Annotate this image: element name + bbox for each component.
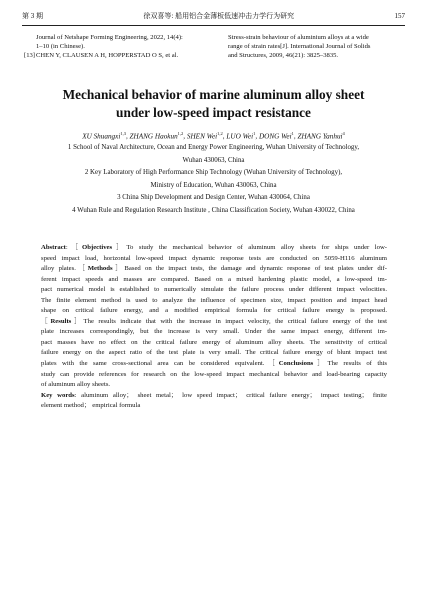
author-affiliation-mark: 1,2 bbox=[217, 131, 223, 136]
results-label: Results bbox=[50, 317, 72, 325]
author-affiliation-mark: 1,3 bbox=[120, 131, 126, 136]
affiliation-line: 3 China Ship Development and Design Center, Wuhan 430064, China bbox=[117, 194, 310, 202]
abstract-line: plates with the same cross-sectional area can be considered equivalent.［Conclusions］The results of this bbox=[41, 360, 388, 368]
abstract-line: shape on critical failure energy, and a modified empirical formula for critical failure energy is proposed. bbox=[41, 307, 387, 315]
abstract-text: alloy plates. bbox=[41, 265, 76, 273]
reference-number: [13] bbox=[24, 52, 35, 60]
author-name: ZHANG Yanhui bbox=[297, 132, 343, 141]
running-title: 徐双喜等: 船用铝合金薄板低速冲击力学行为研究 bbox=[143, 12, 295, 20]
abstract-line: pact numerical model is established to numerically simulate the failure process under different impact velocities. bbox=[41, 286, 387, 294]
page-number: 157 bbox=[394, 12, 405, 20]
reference-line: Journal of Netshape Forming Engineering, 2022, 14(4): bbox=[36, 34, 183, 41]
abstract-line: Abstract:［Objectives］To study the mechanical behavior of aluminum alloy sheets for ships under low- bbox=[41, 244, 388, 251]
author-name: SHEN Wei bbox=[186, 132, 218, 141]
paper-title bbox=[30, 86, 397, 122]
references-right-column bbox=[228, 33, 408, 61]
abstract-line: pact masses have no effect on the critical failure energy of aluminum alloy sheets. The sensitivity of critical bbox=[41, 338, 387, 346]
reference-line: CHEN Y, CLAUSEN A H, HOPPERSTAD O S, et al. bbox=[36, 52, 179, 60]
keywords-text: : aluminum alloy； sheet metal； low speed impact； critical failure energy； impact testing； finite bbox=[74, 391, 387, 399]
abstract-line: ferent impact speeds and masses are compared. Based on a mixed hardening plastic model, a low-speed im- bbox=[41, 275, 387, 283]
author-affiliation-mark: 4 bbox=[342, 131, 345, 136]
title-line: under low-speed impact resistance bbox=[116, 105, 311, 120]
abstract-text: plates with the same cross-sectional area can be considered equivalent. bbox=[41, 360, 265, 368]
affiliation-line: 1 School of Naval Architecture, Ocean and Energy Power Engineering, Wuhan University of Technology, bbox=[67, 144, 360, 151]
affiliation-list bbox=[24, 142, 403, 218]
abstract-line: alloy plates.［Methods］Based on the impact tests, the damage and dynamic response of test plates under dif- bbox=[41, 265, 387, 273]
author-name: DONG Wei bbox=[258, 132, 292, 141]
header-rule bbox=[22, 25, 405, 26]
author-list: XU Shuangxi$^{1,3}$, ZHANG Haokun$^{1,2}$, SHEN Wei$^{1,2}$, LUO Wei$^1$, DONG Wei$^1$, ZHANG Yanhui$^4$ bbox=[82, 131, 345, 141]
running-header bbox=[22, 10, 405, 22]
affiliation-line: Ministry of Education, Wuhan 430063, China bbox=[150, 181, 277, 189]
abstract-label: Abstract bbox=[41, 244, 66, 251]
abstract-line: ［Results］The results indicate that with the increase in impact velocity, the critical failure energy of the test bbox=[41, 317, 388, 325]
conclusions-label: Conclusions bbox=[278, 360, 314, 368]
reference-line: range of strain rates[J]. International Journal of Solids bbox=[228, 43, 371, 51]
abstract-line: study can provide references for research on the low-speed impact mechanical behavior and load-bearing capacity bbox=[41, 370, 387, 378]
abstract-block bbox=[41, 243, 387, 412]
author-name: LUO Wei bbox=[226, 132, 254, 141]
reference-line: Stress-strain behaviour of aluminium alloys at a wide bbox=[228, 34, 369, 41]
title-line: Mechanical behavior of marine aluminum alloy sheet bbox=[62, 87, 365, 102]
objectives-label: Objectives bbox=[82, 244, 113, 251]
reference-line: and Structures, 2009, 46(21): 3825–3835. bbox=[228, 52, 339, 60]
reference-line: 1–10 (in Chinese). bbox=[36, 43, 85, 51]
affiliation-line: 2 Key Laboratory of High Performance Ship Technology (Wuhan University of Technology), bbox=[84, 169, 343, 177]
methods-label: Methods bbox=[87, 265, 113, 273]
keywords-line bbox=[41, 391, 387, 402]
author-name: ZHANG Haokun bbox=[129, 132, 178, 141]
abstract-text: Based on the impact tests, the damage and dynamic response of test plates under dif- bbox=[124, 265, 387, 273]
reference-item bbox=[24, 51, 214, 60]
keywords-line: element method； empirical formula bbox=[41, 402, 141, 410]
author-affiliation-mark: 1 bbox=[253, 131, 256, 136]
abstract-line: plate increases correspondingly, but the increase is very small. Under the same impact energy, different im- bbox=[41, 328, 387, 336]
abstract-line: failure energy on the aspect ratio of the test plate is very small. The critical failure energy of blunt impact test bbox=[41, 349, 387, 357]
author-name: XU Shuangxi bbox=[82, 132, 121, 141]
abstract-text: To study the mechanical behavior of aluminum alloy sheets for ships under low- bbox=[126, 244, 388, 251]
issue-number: 第 3 期 bbox=[22, 12, 43, 20]
affiliation-line: 4 Wuhan Rule and Regulation Research Institute , China Classification Society, Wuhan 430022, China bbox=[72, 206, 355, 214]
author-affiliation-mark: 1,2 bbox=[177, 131, 184, 136]
abstract-text: The results of this bbox=[327, 360, 388, 368]
keywords-label: Key words bbox=[41, 391, 75, 399]
affiliation-line: Wuhan 430063, China bbox=[182, 156, 245, 164]
references-left-column bbox=[24, 33, 214, 61]
abstract-line: speed impact load, horizontal low-speed impact dynamic response tests are conducted on 5059-H116 aluminum bbox=[41, 254, 387, 262]
abstract-line: of aluminum alloy sheets. bbox=[41, 381, 111, 389]
abstract-text: The results indicate that with the increase in impact velocity, the critical failure energy of the test bbox=[83, 317, 388, 325]
author-affiliation-mark: 1 bbox=[291, 131, 294, 136]
abstract-line: The finite element method is used to analyze the influence of specimen size, impact position and impact head bbox=[41, 296, 387, 304]
